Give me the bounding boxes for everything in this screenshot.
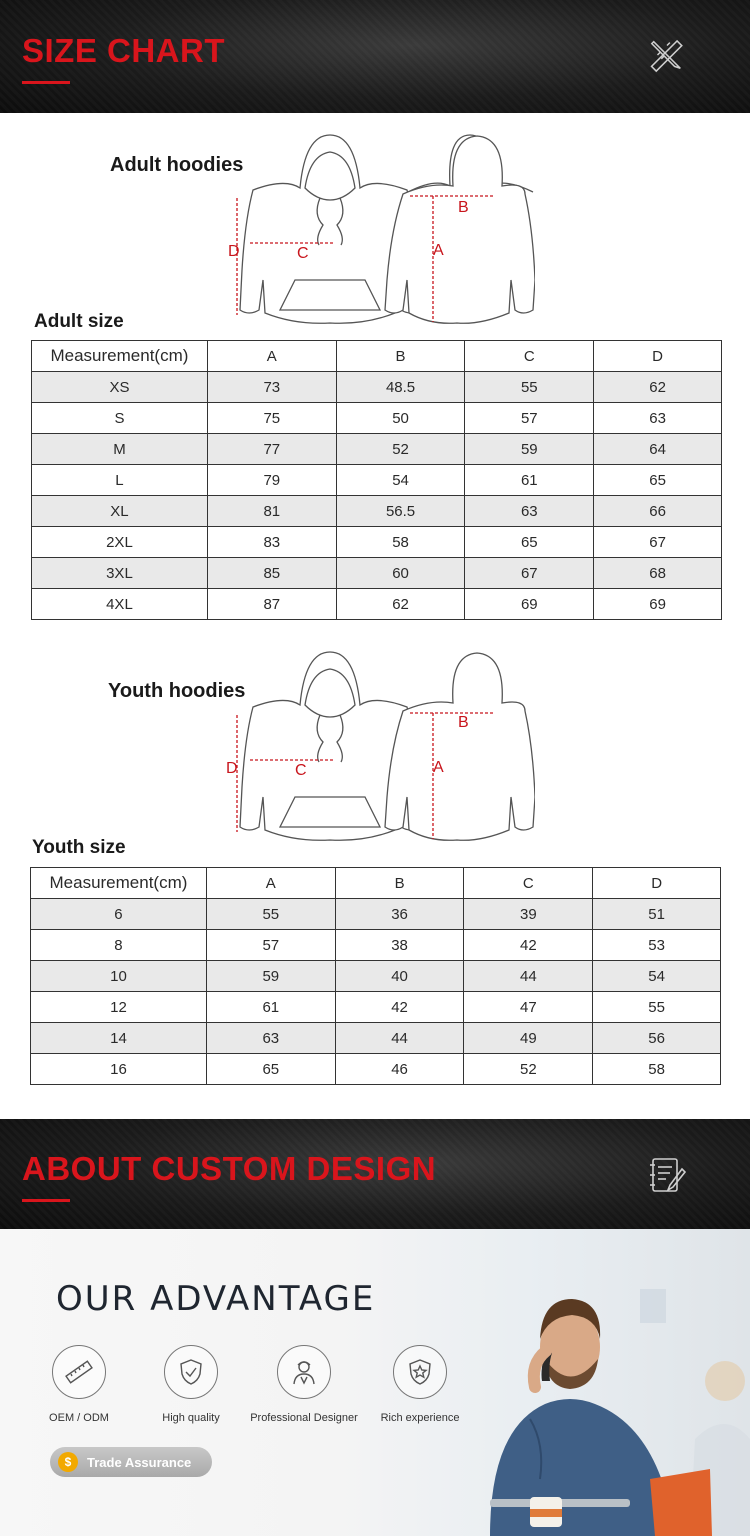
table-cell: 57 [465,403,594,434]
table-cell: 39 [464,899,593,930]
table-cell: L [32,465,208,496]
designer-icon [289,1357,319,1387]
table-cell: 38 [335,930,464,961]
table-cell: 4XL [32,589,208,620]
table-cell: 54 [593,961,721,992]
column-header: C [465,341,594,372]
table-row [32,465,722,496]
table-cell: 83 [207,527,336,558]
table-cell: 16 [31,1054,207,1085]
table-cell: 50 [336,403,465,434]
table-cell: 3XL [32,558,208,589]
trade-assurance-label: Trade Assurance [87,1454,192,1470]
table-cell: S [32,403,208,434]
pencil-ruler-icon [648,36,686,74]
marker-d: D [228,243,240,260]
table-cell: 6 [31,899,207,930]
table-cell: 62 [336,589,465,620]
table-cell: 42 [335,992,464,1023]
table-cell: 59 [465,434,594,465]
table-cell: 52 [336,434,465,465]
size-chart-banner [0,0,750,113]
marker-a: A [433,759,444,776]
feature-label: Professional Designer [250,1412,358,1424]
column-header: D [593,868,721,899]
table-cell: 73 [207,372,336,403]
table-cell: XS [32,372,208,403]
adult-size-label: Adult size [34,311,124,332]
feature-circle [393,1345,447,1399]
table-cell: 40 [335,961,464,992]
table-row [32,589,722,620]
table-row [32,496,722,527]
table-cell: 49 [464,1023,593,1054]
table-cell: 79 [207,465,336,496]
marker-c: C [295,762,307,779]
table-cell: 77 [207,434,336,465]
table-cell: 66 [594,496,722,527]
marker-c: C [297,245,309,262]
table-cell: 2XL [32,527,208,558]
table-cell: 14 [31,1023,207,1054]
table-cell: M [32,434,208,465]
youth-size-table [30,867,721,1085]
table-row [32,434,722,465]
custom-design-banner [0,1119,750,1229]
table-cell: 42 [464,930,593,961]
table-row [31,1023,721,1054]
table-cell: 54 [336,465,465,496]
table-cell: 60 [336,558,465,589]
column-header: A [206,868,335,899]
table-row [31,930,721,961]
table-cell: 56.5 [336,496,465,527]
youth-size-label: Youth size [32,837,126,858]
table-cell: 36 [335,899,464,930]
youth-hoodie-diagram [215,647,535,847]
table-cell: 48.5 [336,372,465,403]
table-cell: 47 [464,992,593,1023]
table-cell: 81 [207,496,336,527]
table-cell: 65 [465,527,594,558]
feature-label: OEM / ODM [49,1412,109,1424]
table-cell: 46 [335,1054,464,1085]
marker-a: A [433,242,444,259]
table-cell: 62 [594,372,722,403]
marker-b: B [458,199,469,216]
feature-circle [277,1345,331,1399]
column-header: D [594,341,722,372]
table-row [31,992,721,1023]
table-cell: 75 [207,403,336,434]
table-cell: 63 [465,496,594,527]
table-cell: 65 [206,1054,335,1085]
column-header: Measurement(cm) [31,868,207,899]
table-row [32,403,722,434]
table-cell: 44 [464,961,593,992]
table-cell: 53 [593,930,721,961]
table-row [32,527,722,558]
marker-b: B [458,714,469,731]
title-underline [22,81,70,84]
column-header: Measurement(cm) [32,341,208,372]
table-cell: 64 [594,434,722,465]
column-header: B [335,868,464,899]
feature-professional-designer [249,1345,359,1424]
youth-hoodies-heading: Youth hoodies [108,680,246,702]
table-cell: 85 [207,558,336,589]
table-cell: 55 [465,372,594,403]
size-chart-title: SIZE CHART [22,32,225,69]
back-hoodie-outline [385,653,535,840]
table-cell: 56 [593,1023,721,1054]
table-cell: 51 [593,899,721,930]
table-cell: 68 [594,558,722,589]
trade-assurance-badge[interactable] [50,1447,212,1477]
column-header: C [464,868,593,899]
table-cell: 52 [464,1054,593,1085]
table-cell: 12 [31,992,207,1023]
table-cell: 65 [594,465,722,496]
feature-label: High quality [162,1412,220,1424]
feature-oem-odm [24,1345,134,1424]
table-row [31,899,721,930]
column-header: B [336,341,465,372]
table-cell: 44 [335,1023,464,1054]
title-underline [22,1199,70,1202]
advantage-section [0,1229,750,1536]
table-cell: 63 [206,1023,335,1054]
shield-check-icon [176,1357,206,1387]
feature-circle [164,1345,218,1399]
table-row [32,558,722,589]
marker-d: D [226,760,238,777]
table-cell: 67 [594,527,722,558]
table-cell: 67 [465,558,594,589]
table-cell: 58 [336,527,465,558]
advantage-heading: OUR ADVANTAGE [56,1279,376,1319]
table-cell: 61 [465,465,594,496]
star-badge-icon [405,1357,435,1387]
table-cell: 61 [206,992,335,1023]
table-cell: 58 [593,1054,721,1085]
feature-circle [52,1345,106,1399]
custom-design-title: ABOUT CUSTOM DESIGN [22,1150,437,1187]
table-cell: 55 [593,992,721,1023]
adult-hoodies-heading: Adult hoodies [110,154,244,176]
table-cell: 55 [206,899,335,930]
feature-high-quality [136,1345,246,1424]
table-cell: 10 [31,961,207,992]
table-cell: 69 [594,589,722,620]
person-on-phone-illustration [450,1269,750,1536]
table-row [31,1054,721,1085]
table-cell: 63 [594,403,722,434]
column-header: A [207,341,336,372]
table-row [32,372,722,403]
feature-label: Rich experience [380,1412,460,1424]
table-cell: 87 [207,589,336,620]
notepad-pen-icon [648,1155,688,1195]
adult-size-table [31,340,722,620]
dollar-coin-icon: $ [58,1452,78,1472]
table-header-row [31,868,721,899]
ruler-icon [63,1356,95,1388]
table-cell: 57 [206,930,335,961]
table-cell: XL [32,496,208,527]
table-row [31,961,721,992]
table-cell: 8 [31,930,207,961]
table-header-row [32,341,722,372]
table-cell: 69 [465,589,594,620]
adult-hoodie-diagram [215,130,535,330]
table-cell: 59 [206,961,335,992]
